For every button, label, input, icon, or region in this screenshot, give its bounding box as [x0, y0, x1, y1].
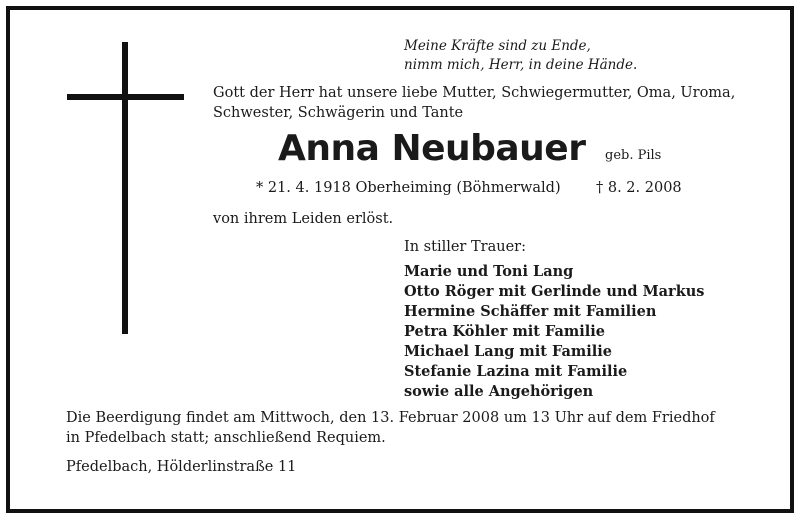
cross-vertical-bar — [122, 42, 128, 334]
intro-line-2: Schwester, Schwägerin und Tante — [213, 105, 464, 121]
cross-horizontal-bar — [67, 94, 184, 100]
mourners-heading: In stiller Trauer: — [404, 239, 526, 255]
intro-line-1: Gott der Herr hat unsere liebe Mutter, Schwiegermutter, Oma, Uroma, — [213, 85, 736, 101]
funeral-line-1: Die Beerdigung findet am Mittwoch, den 13. Februar 2008 um 13 Uhr auf dem Friedhof — [66, 410, 715, 426]
address-line: Pfedelbach, Hölderlinstraße 11 — [66, 459, 297, 475]
released-text: von ihrem Leiden erlöst. — [213, 211, 394, 227]
birth-date: * 21. 4. 1918 Oberheiming (Böhmerwald) — [256, 180, 561, 196]
maiden-name: geb. Pils — [605, 148, 662, 163]
mourner-entry: Petra Köhler mit Familie — [404, 323, 606, 340]
mourner-entry: Hermine Schäffer mit Familien — [404, 303, 657, 320]
mourner-entry: Otto Röger mit Gerlinde und Markus — [404, 283, 705, 300]
mourner-entry: Michael Lang mit Familie — [404, 343, 613, 360]
funeral-line-2: in Pfedelbach statt; anschließend Requiem. — [66, 430, 386, 446]
death-date: † 8. 2. 2008 — [596, 180, 682, 196]
deceased-name: Anna Neubauer — [278, 128, 586, 169]
mourner-entry: Marie und Toni Lang — [404, 263, 574, 280]
mourner-entry: sowie alle Angehörigen — [404, 383, 594, 400]
verse-line-2: nimm mich, Herr, in deine Hände. — [404, 57, 638, 73]
mourner-entry: Stefanie Lazina mit Familie — [404, 363, 628, 380]
verse-line-1: Meine Kräfte sind zu Ende, — [404, 38, 591, 54]
